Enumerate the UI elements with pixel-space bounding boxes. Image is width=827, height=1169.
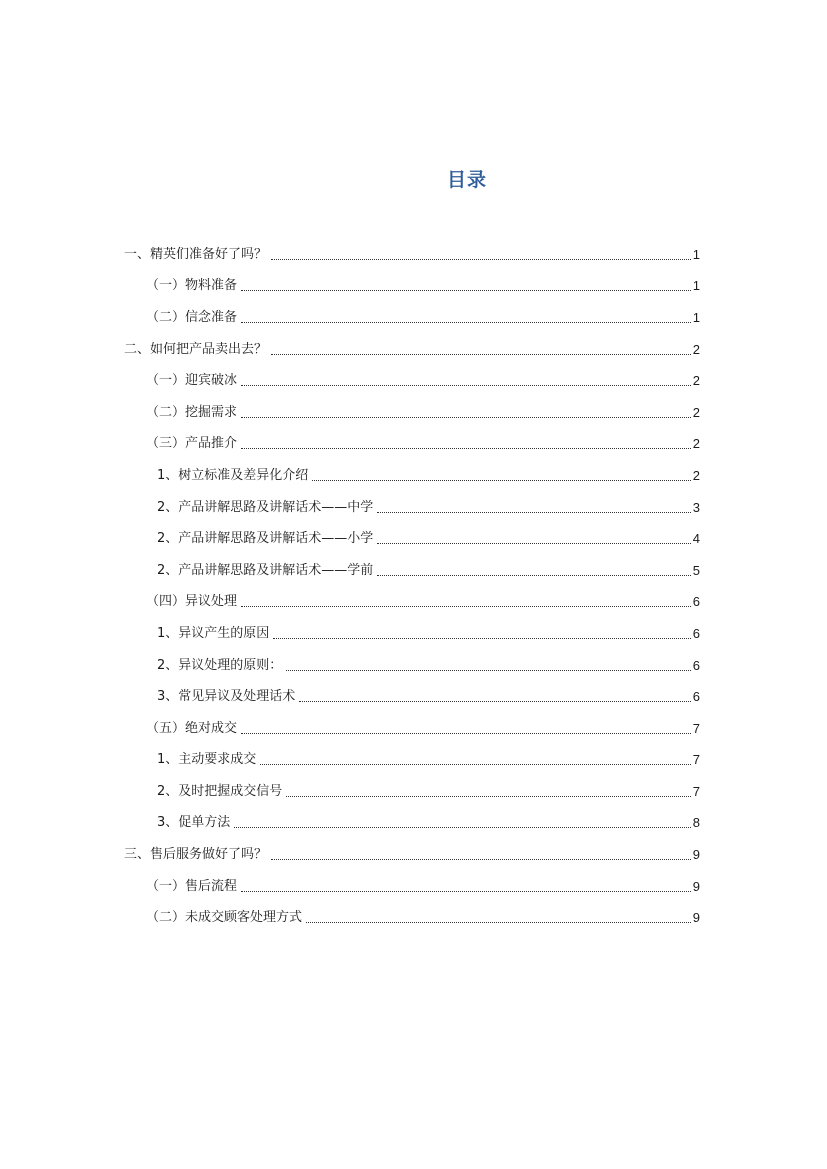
dot-leader: [286, 669, 690, 671]
dot-leader: [377, 511, 690, 513]
toc-entry[interactable]: [0, 334, 827, 366]
dot-leader: [241, 289, 691, 291]
toc-list: [0, 239, 827, 934]
toc-entry-text: （二）挖掘需求: [146, 404, 238, 420]
toc-entry-text: 2、产品讲解思路及讲解话术——学前: [157, 562, 374, 578]
toc-entry[interactable]: [0, 681, 827, 713]
dot-leader: [241, 416, 691, 418]
toc-entry[interactable]: [0, 618, 827, 650]
toc-entry-page-number: 9: [692, 878, 700, 894]
toc-entry[interactable]: [0, 492, 827, 524]
toc-entry-page-number: 4: [692, 531, 700, 547]
toc-entry-text: 1、异议产生的原因: [157, 625, 270, 641]
toc-entry[interactable]: [0, 650, 827, 682]
dot-leader: [306, 921, 691, 923]
toc-entry-text: 二、如何把产品卖出去？: [124, 341, 268, 357]
toc-entry-text: 2、产品讲解思路及讲解话术——小学: [157, 531, 374, 547]
dot-leader: [273, 637, 690, 639]
toc-entry-page-number: 2: [692, 436, 700, 452]
toc-entry-page-number: 5: [692, 562, 700, 578]
toc-entry-text: （一）物料准备: [146, 278, 238, 294]
toc-entry-text: （四）异议处理: [146, 594, 238, 610]
toc-entry-page-number: 3: [692, 499, 700, 515]
toc-entry-page-number: 8: [692, 815, 700, 831]
toc-entry[interactable]: [0, 745, 827, 777]
dot-leader: [271, 858, 691, 860]
toc-entry[interactable]: [0, 460, 827, 492]
dot-leader: [241, 384, 691, 386]
toc-entry[interactable]: [0, 776, 827, 808]
toc-entry-page-number: 1: [692, 309, 700, 325]
dot-leader: [234, 826, 690, 828]
toc-entry-text: （三）产品推介: [146, 436, 238, 452]
toc-entry-page-number: 6: [692, 689, 700, 705]
toc-entry[interactable]: [0, 839, 827, 871]
toc-entry-page-number: 6: [692, 657, 700, 673]
toc-entry-page-number: 9: [692, 910, 700, 926]
toc-entry[interactable]: [0, 302, 827, 334]
toc-entry-page-number: 2: [692, 467, 700, 483]
dot-leader: [271, 258, 691, 260]
toc-entry-text: 3、促单方法: [157, 815, 231, 831]
dot-leader: [241, 447, 691, 449]
toc-entry-page-number: 1: [692, 246, 700, 262]
toc-entry-page-number: 9: [692, 847, 700, 863]
dot-leader: [241, 732, 691, 734]
toc-entry[interactable]: [0, 871, 827, 903]
toc-entry-text: 2、异议处理的原则：: [157, 657, 283, 673]
dot-leader: [241, 890, 691, 892]
toc-entry-text: （二）信念准备: [146, 309, 238, 325]
toc-entry[interactable]: [0, 523, 827, 555]
toc-entry-text: 2、产品讲解思路及讲解话术——中学: [157, 499, 374, 515]
toc-entry[interactable]: [0, 239, 827, 271]
toc-entry-page-number: 2: [692, 404, 700, 420]
toc-entry-text: 3、常见异议及处理话术: [157, 689, 296, 705]
toc-entry-text: 一、精英们准备好了吗？: [124, 246, 268, 262]
dot-leader: [312, 479, 690, 481]
toc-entry-page-number: 7: [692, 720, 700, 736]
toc-entry-page-number: 7: [692, 783, 700, 799]
toc-entry-text: 1、树立标准及差异化介绍: [157, 467, 309, 483]
toc-entry-page-number: 2: [692, 373, 700, 389]
dot-leader: [377, 542, 690, 544]
toc-entry-text: （五）绝对成交: [146, 720, 238, 736]
toc-entry[interactable]: [0, 808, 827, 840]
toc-entry-page-number: 1: [692, 278, 700, 294]
toc-entry-text: （一）迎宾破冰: [146, 373, 238, 389]
toc-entry-text: （二）未成交顾客处理方式: [146, 910, 303, 926]
toc-entry-text: 1、主动要求成交: [157, 752, 257, 768]
toc-entry[interactable]: [0, 587, 827, 619]
toc-entry[interactable]: [0, 429, 827, 461]
toc-entry[interactable]: [0, 555, 827, 587]
toc-entry[interactable]: [0, 365, 827, 397]
toc-entry-page-number: 7: [692, 752, 700, 768]
dot-leader: [299, 700, 690, 702]
toc-entry-text: 2、及时把握成交信号: [157, 783, 283, 799]
toc-entry-page-number: 6: [692, 594, 700, 610]
dot-leader: [271, 353, 691, 355]
toc-entry[interactable]: [0, 271, 827, 303]
toc-entry-page-number: 2: [692, 341, 700, 357]
dot-leader: [260, 763, 690, 765]
toc-entry[interactable]: [0, 397, 827, 429]
toc-entry-text: （一）售后流程: [146, 878, 238, 894]
dot-leader: [241, 605, 691, 607]
toc-entry[interactable]: [0, 902, 827, 934]
dot-leader: [241, 321, 691, 323]
dot-leader: [286, 795, 690, 797]
dot-leader: [377, 574, 690, 576]
toc-title: 目录: [446, 169, 487, 191]
toc-entry-page-number: 6: [692, 625, 700, 641]
toc-entry[interactable]: [0, 713, 827, 745]
toc-entry-text: 三、售后服务做好了吗？: [124, 847, 268, 863]
